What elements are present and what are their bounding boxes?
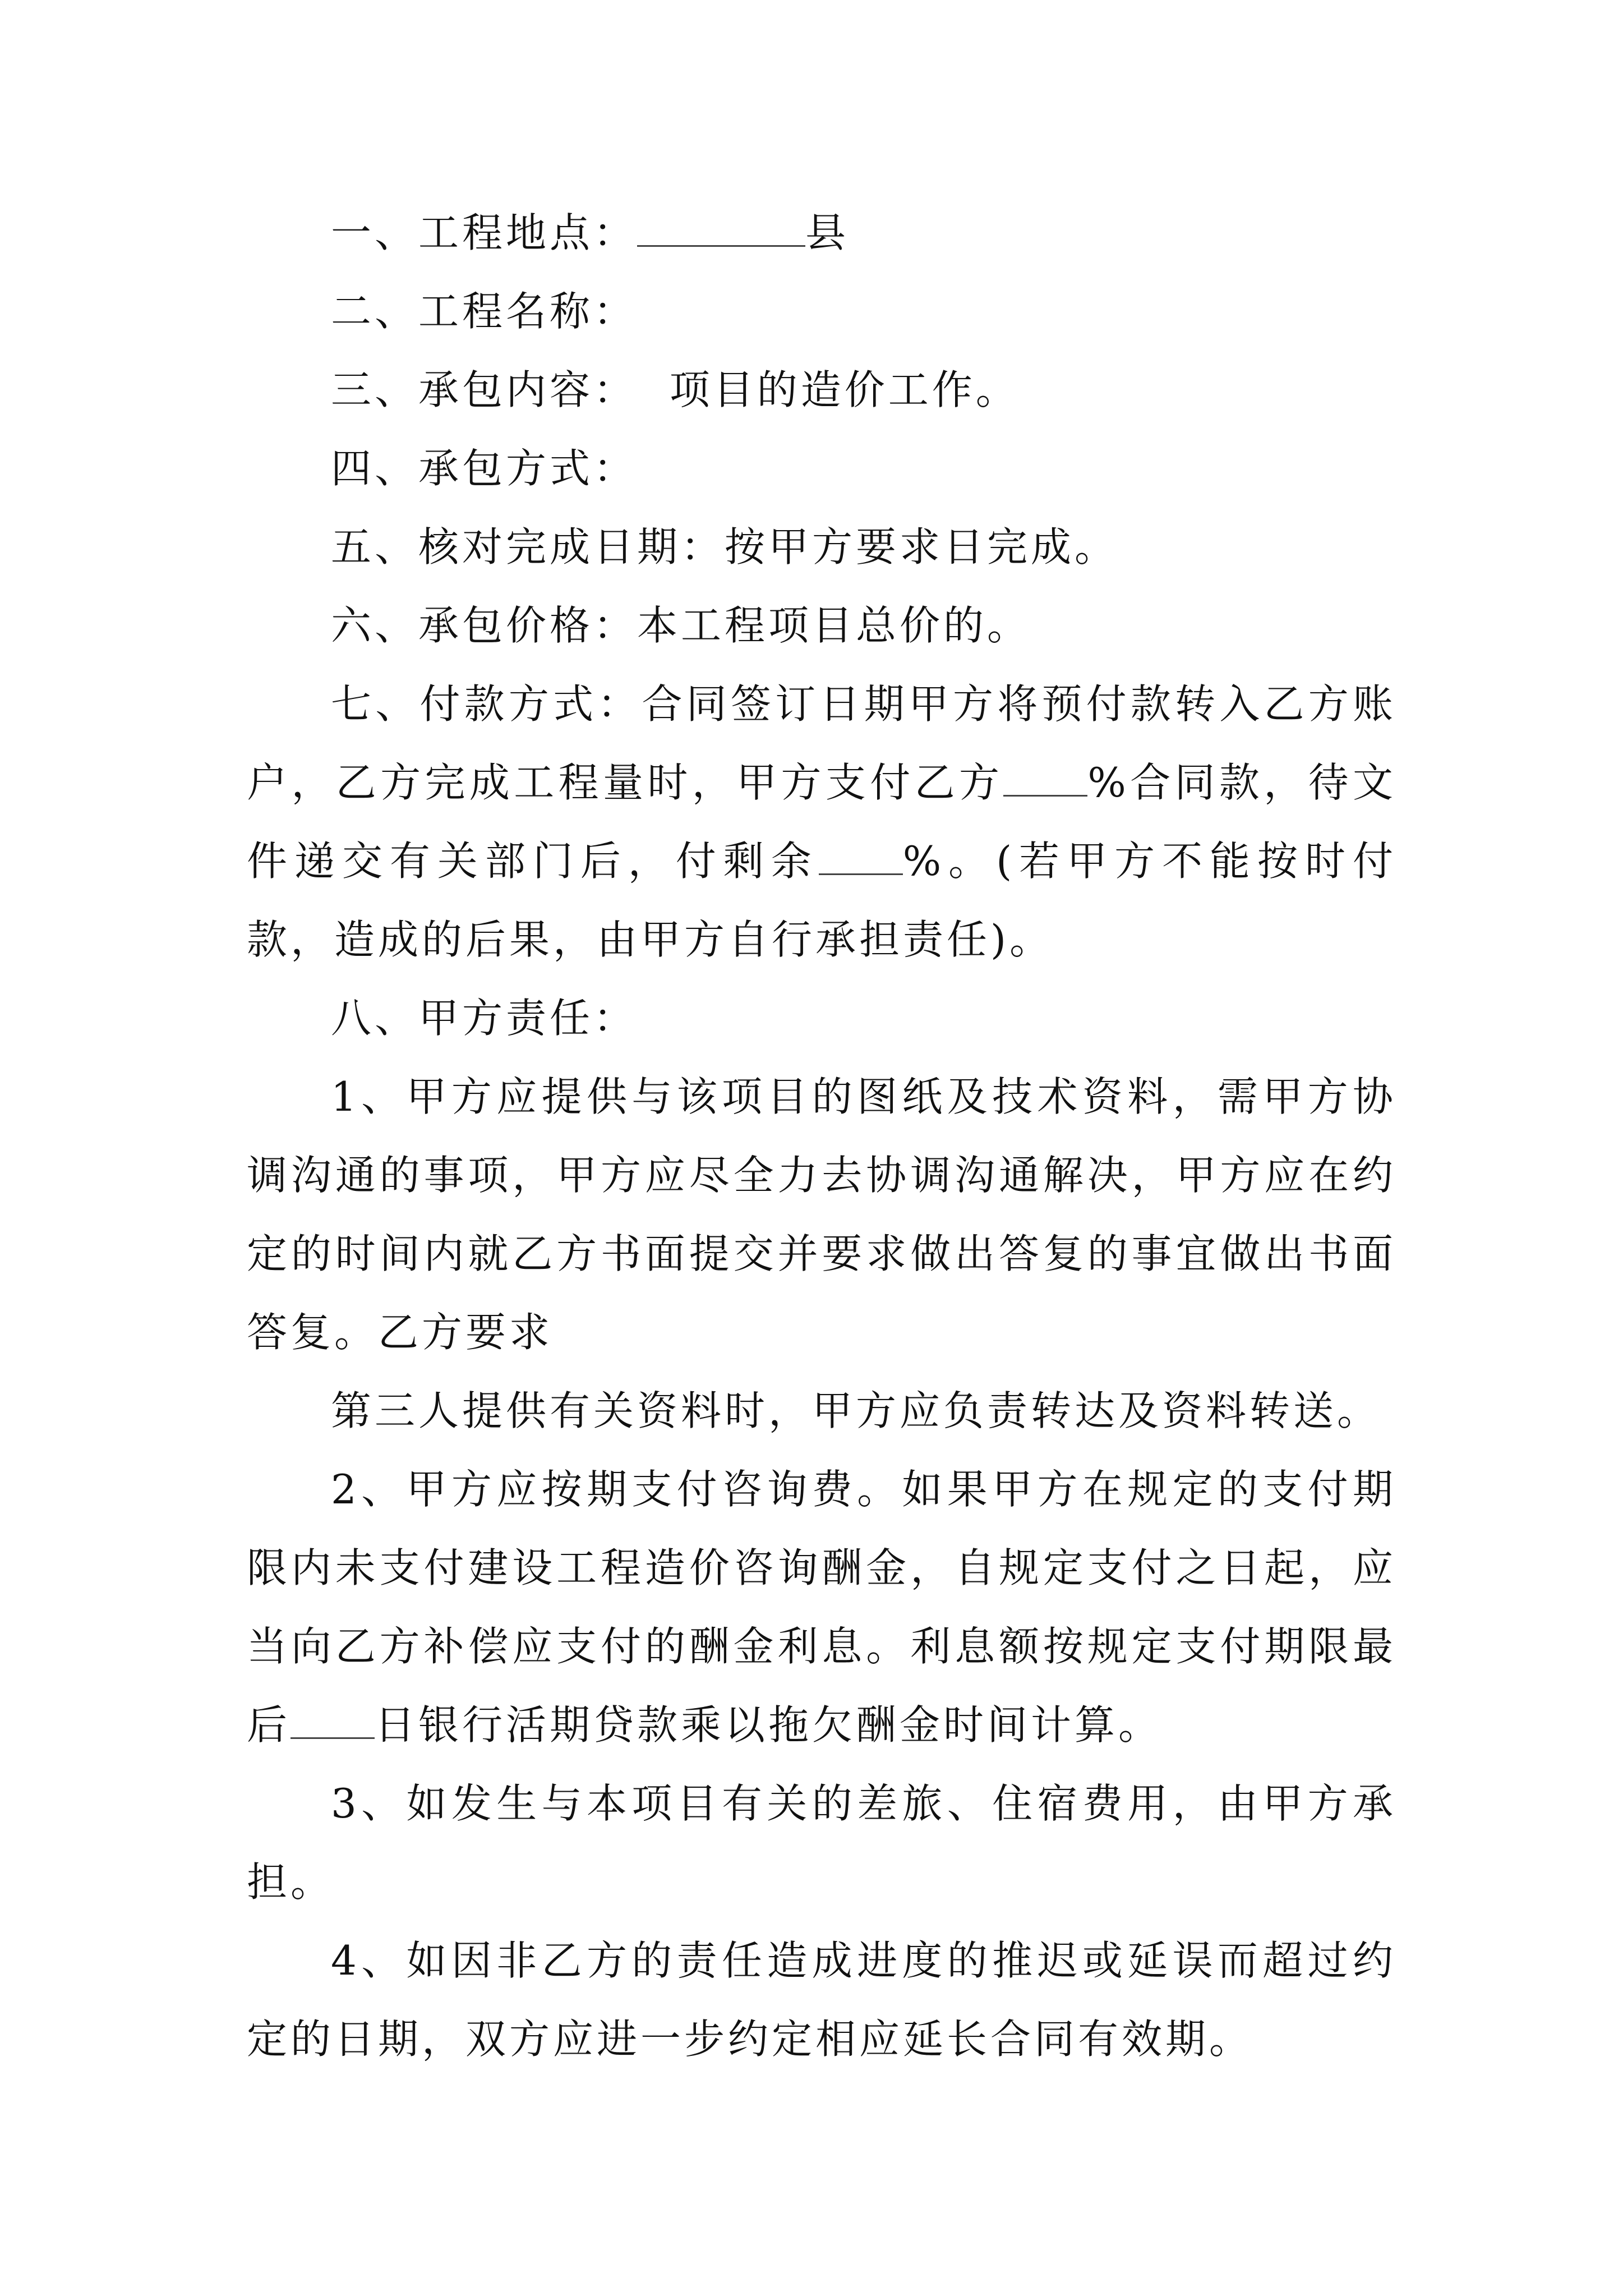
blank-day — [291, 1737, 375, 1739]
blank-county — [637, 245, 805, 247]
blank-percent-1 — [1003, 794, 1087, 797]
clause-1-location — [247, 194, 1396, 272]
duty-4: 4、如因非乙方的责任造成进度的推迟或延误而超过约定的日期，双方应进一步约定相应延长合同有效期。 — [247, 1937, 1396, 2063]
clause-7-part1: 七、付款方式：合同签订日期甲方将预付款转入乙方账户，乙方完成工程量时，甲方支付乙方 — [247, 680, 1396, 806]
clause-2-name: 二、工程名称： — [331, 288, 638, 335]
duty-3: 3、如发生与本项目有关的差旅、住宿费用，由甲方承担。 — [247, 1780, 1396, 1906]
clause-5-date: 五、核对完成日期：按甲方要求日完成。 — [331, 523, 1119, 570]
clause-7-part3: %。(若甲方不能按时付款，造成的后果，由甲方自行承担责任)。 — [247, 838, 1396, 963]
clause-6-price: 六、承包价格：本工程项目总价的。 — [331, 602, 1031, 649]
clause-7-payment — [247, 665, 1396, 979]
duty-2 — [247, 1450, 1396, 1764]
clause-7-part2: %合同款，待文件递交有关部门后，付剩余 — [247, 759, 1396, 885]
clause-3-content: 三、承包内容： 项目的造价工作。 — [331, 366, 1020, 413]
blank-percent-2 — [819, 873, 903, 875]
duty-1: 1、甲方应提供与该项目的图纸及技术资料，需甲方协调沟通的事项，甲方应尽全力去协调沟通解决，甲方应在约定的时间内就乙方书面提交并要求做出答复的事宜做出书面答复。乙方要求 — [247, 1073, 1396, 1356]
contract-body — [247, 194, 1396, 2078]
clause-8-party-a-duties: 八、甲方责任： — [331, 995, 638, 1042]
duty-2-part1: 2、甲方应按期支付咨询费。如果甲方在规定的支付期限内未支付建设工程造价咨询酬金，自规定支付之日起，应当向乙方补偿应支付的酬金利息。利息额按规定支付期限最后 — [247, 1466, 1396, 1749]
duty-1-continued: 第三人提供有关资料时，甲方应负责转达及资料转送。 — [331, 1387, 1381, 1434]
clause-4-method: 四、承包方式： — [331, 445, 638, 492]
clause-1-label: 一、工程地点： — [331, 209, 638, 256]
duty-2-part2: 日银行活期贷款乘以拖欠酬金时间计算。 — [375, 1701, 1163, 1749]
clause-1-suffix: 县 — [805, 209, 850, 256]
